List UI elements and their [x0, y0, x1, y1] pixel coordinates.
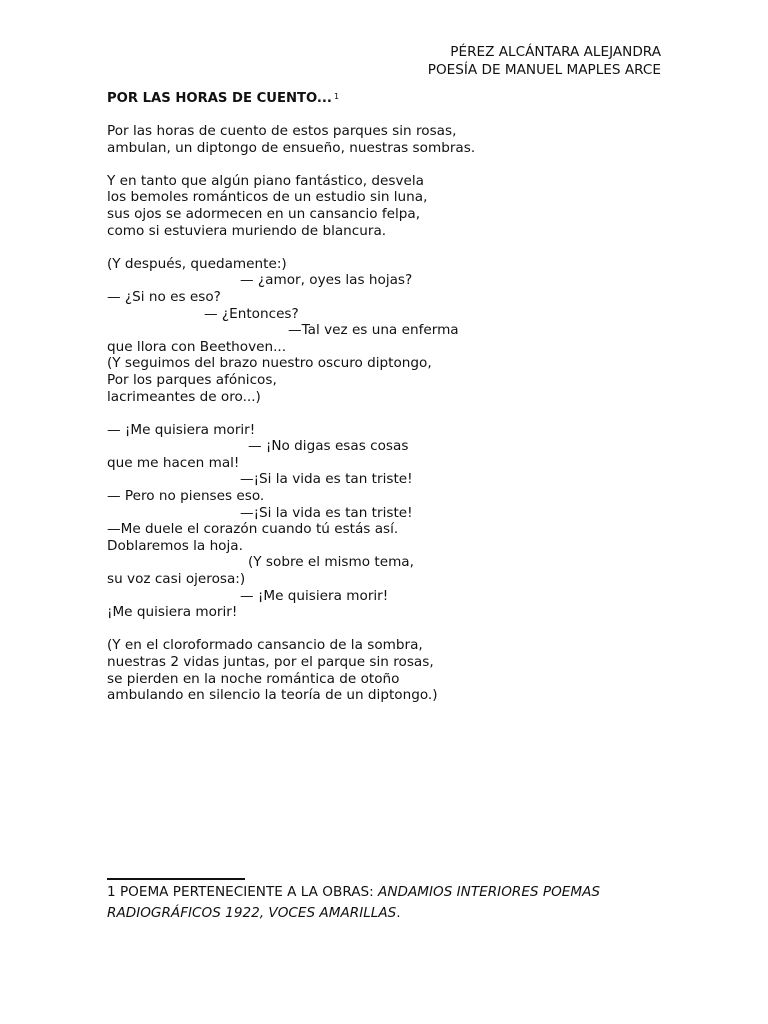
poem-line: Por los parques afónicos, — [107, 371, 277, 388]
poem-line: Doblaremos la hoja. — [107, 537, 243, 554]
poem-line: su voz casi ojerosa:) — [107, 571, 246, 588]
poem-line: — ¿Si no es eso? — [107, 288, 221, 305]
poem-line: Por las horas de cuento de estos parques sin rosas, — [107, 123, 457, 139]
footnote-works: ANDAMIOS INTERIORES POEMAS RADIOGRÁFICOS 1922, VOCES AMARILLAS — [107, 884, 601, 921]
footnote-reference: 1 — [333, 92, 340, 101]
stanza — [107, 256, 667, 405]
poem-line: se pierden en la noche romántica de otoño — [107, 670, 400, 687]
poem-line: ¡Me quisiera morir! — [107, 604, 238, 621]
poem-line: — ¿amor, oyes las hojas? — [240, 272, 413, 289]
poem-line: sus ojos se adormecen en un cansancio felpa, — [107, 205, 421, 222]
poem-title-text: POR LAS HORAS DE CUENTO... — [107, 91, 332, 106]
poem-line: Y en tanto que algún piano fantástico, desvela — [107, 172, 424, 189]
poem-body — [107, 123, 667, 704]
stanza — [107, 123, 667, 156]
poem-line: que llora con Beethoven... — [107, 338, 287, 355]
poem-line: —Tal vez es una enferma — [288, 322, 459, 339]
poem-line: — ¿Entonces? — [204, 305, 299, 322]
document-subject: POESÍA DE MANUEL MAPLES ARCE — [427, 62, 661, 78]
footnote — [107, 882, 667, 924]
poem-line: (Y después, quedamente:) — [107, 255, 287, 272]
poem-line: ambulan, un diptongo de ensueño, nuestras sombras. — [107, 139, 476, 156]
poem-line: —¡Si la vida es tan triste! — [240, 504, 413, 521]
poem-line: lacrimeantes de oro...) — [107, 388, 261, 405]
author-name: PÉREZ ALCÁNTARA ALEJANDRA — [450, 44, 661, 60]
poem-line: como si estuviera muriendo de blancura. — [107, 222, 387, 239]
poem-line: (Y seguimos del brazo nuestro oscuro diptongo, — [107, 355, 432, 372]
poem-line: (Y en el cloroformado cansancio de la sombra, — [107, 637, 423, 654]
footnote-prefix: 1 POEMA PERTENECIENTE A LA OBRAS: — [107, 884, 379, 900]
poem-line: —Me duele el corazón cuando tú estás así. — [107, 521, 399, 538]
poem-line: — ¡Me quisiera morir! — [240, 587, 389, 604]
poem-line: — ¡Me quisiera morir! — [107, 421, 256, 438]
poem-line: nuestras 2 vidas juntas, por el parque sin rosas, — [107, 654, 434, 670]
page-header — [428, 43, 661, 79]
poem-line: que me hacen mal! — [107, 454, 240, 471]
stanza — [107, 637, 667, 703]
footnote-separator — [107, 878, 245, 880]
poem-line: — Pero no pienses eso. — [107, 488, 265, 505]
footnote-suffix: . — [396, 905, 401, 921]
stanza — [107, 173, 667, 239]
poem-line: (Y sobre el mismo tema, — [248, 554, 414, 571]
poem-line: los bemoles románticos de un estudio sin luna, — [107, 189, 428, 206]
poem-line: —¡Si la vida es tan triste! — [240, 471, 413, 488]
poem-line: — ¡No digas esas cosas — [248, 438, 409, 455]
stanza — [107, 422, 667, 621]
poem-title — [107, 90, 339, 108]
poem-line: ambulando en silencio la teoría de un diptongo.) — [107, 687, 438, 704]
